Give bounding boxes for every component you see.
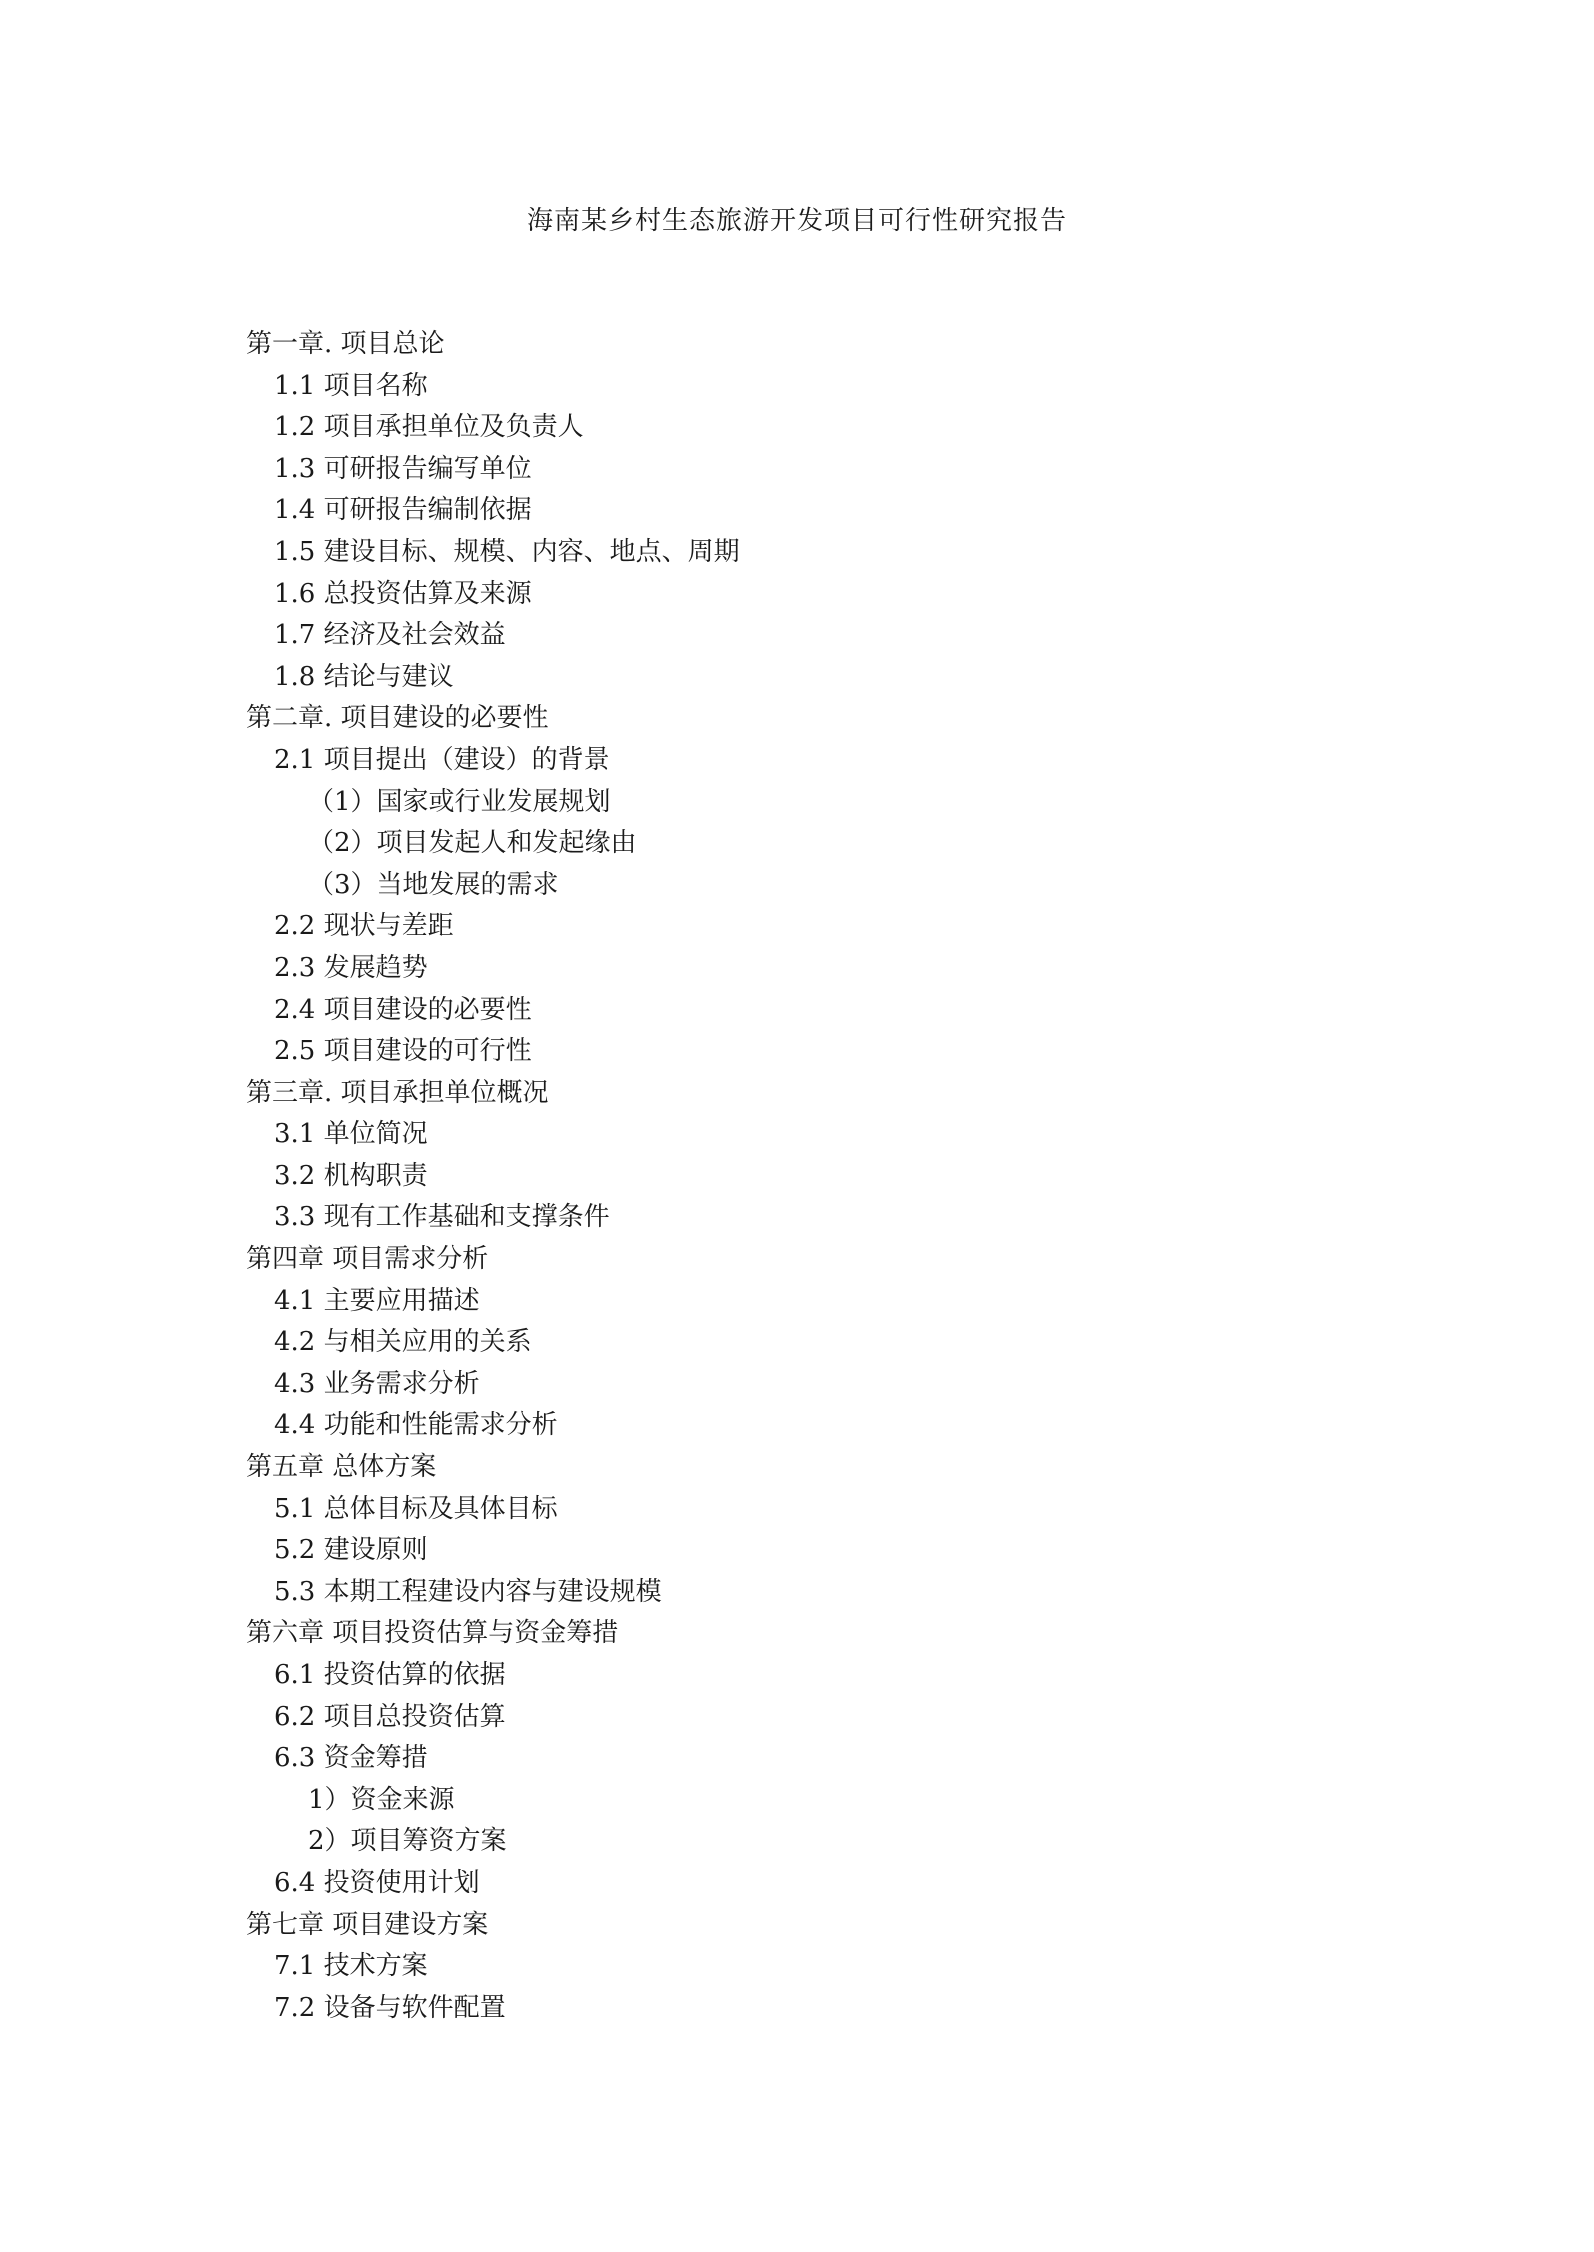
toc-section: 6.1 投资估算的依据: [274, 1660, 506, 1690]
toc-section: 2.4 项目建设的必要性: [274, 994, 532, 1025]
toc-chapter: 第七章 项目建设方案: [246, 1909, 489, 1940]
toc-section: 4.2 与相关应用的关系: [274, 1327, 532, 1358]
toc-section: 3.3 现有工作基础和支撑条件: [274, 1202, 610, 1233]
toc-section: 2.3 发展趋势: [274, 952, 428, 983]
toc-chapter: 第四章 项目需求分析: [246, 1244, 489, 1275]
toc-section: 5.3 本期工程建设内容与建设规模: [274, 1576, 662, 1607]
toc-section: 1.5 建设目标、规模、内容、地点、周期: [274, 536, 740, 567]
toc-section: 5.2 建设原则: [274, 1535, 428, 1566]
toc-section: 6.2 项目总投资估算: [274, 1701, 506, 1732]
toc-section: 5.1 总体目标及具体目标: [274, 1493, 558, 1524]
toc-section: 4.4 功能和性能需求分析: [274, 1410, 558, 1441]
toc-section: 2.5 项目建设的可行性: [274, 1036, 532, 1067]
toc-section: 1.7 经济及社会效益: [274, 620, 506, 651]
toc-subsection: 1）资金来源: [308, 1784, 455, 1815]
toc-section: 6.4 投资使用计划: [274, 1867, 480, 1898]
toc-chapter: 第五章 总体方案: [246, 1452, 437, 1483]
toc-chapter: 第三章. 项目承担单位概况: [246, 1077, 549, 1108]
document-title: 海南某乡村生态旅游开发项目可行性研究报告: [526, 206, 1067, 236]
toc-section: 6.3 资金筹措: [274, 1743, 428, 1774]
toc-section: 7.2 设备与软件配置: [274, 1992, 506, 2023]
toc-section: 2.2 现状与差距: [274, 911, 454, 942]
toc-section: 3.2 机构职责: [274, 1160, 428, 1191]
toc-section: 1.8 结论与建议: [274, 661, 454, 692]
toc-section: 2.1 项目提出（建设）的背景: [274, 744, 610, 775]
toc-chapter: 第六章 项目投资估算与资金筹措: [246, 1618, 619, 1649]
toc-chapter: 第一章. 项目总论: [246, 329, 445, 359]
toc-subsection: （3）当地发展的需求: [308, 869, 559, 900]
toc-section: 1.3 可研报告编写单位: [274, 453, 532, 484]
toc-section: 1.6 总投资估算及来源: [274, 578, 532, 609]
toc-section: 3.1 单位简况: [274, 1119, 428, 1150]
toc-section: 4.1 主要应用描述: [274, 1285, 480, 1316]
toc-section: 4.3 业务需求分析: [274, 1368, 480, 1399]
toc-subsection: （2）项目发起人和发起缘由: [308, 828, 637, 859]
toc-section: 1.2 项目承担单位及负责人: [274, 412, 584, 443]
toc-subsection: （1）国家或行业发展规划: [308, 786, 611, 817]
toc-section: 1.1 项目名称: [274, 370, 428, 401]
toc-chapter: 第二章. 项目建设的必要性: [246, 703, 549, 734]
table-of-contents: [246, 324, 1446, 2029]
toc-section: 7.1 技术方案: [274, 1951, 428, 1982]
toc-section: 1.4 可研报告编制依据: [274, 495, 532, 526]
toc-subsection: 2）项目筹资方案: [308, 1826, 507, 1857]
